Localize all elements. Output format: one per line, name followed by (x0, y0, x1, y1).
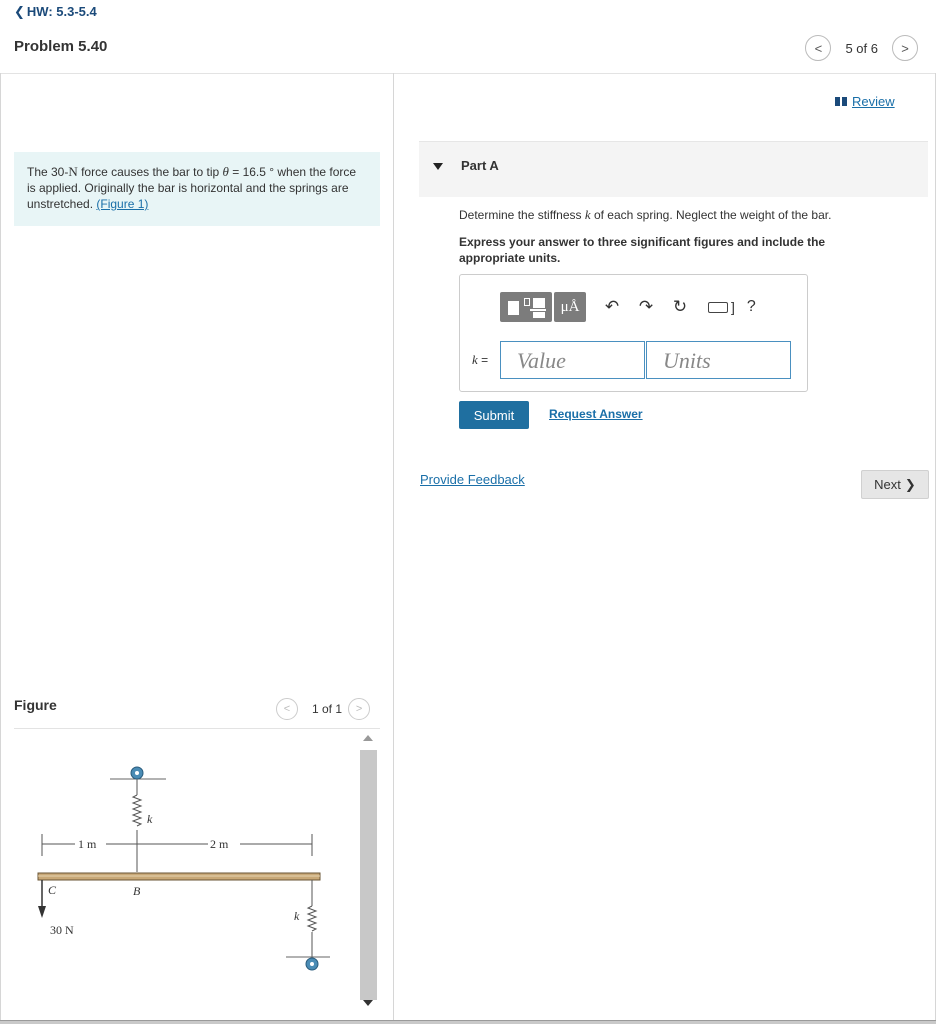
units-button[interactable]: μÅ (554, 292, 586, 322)
problem-text-1: The 30- (27, 165, 69, 179)
figure-link[interactable]: (Figure 1) (96, 197, 149, 211)
value-input[interactable]: Value (500, 341, 645, 379)
k-var: k (472, 352, 478, 367)
problem-unit-n: N (68, 164, 78, 179)
top-spring-label: k (147, 812, 153, 826)
k-equals-label (472, 352, 488, 368)
chevron-left-icon: < (814, 40, 823, 56)
problem-text-3: = 16.5 ° when the force is applied. Originally the bar is horizontal and the springs are unstretched. (27, 165, 357, 211)
problem-statement (14, 152, 380, 226)
dimension-2m: 2 m (210, 837, 229, 851)
force-label: 30 N (50, 923, 74, 937)
collapse-triangle-icon (433, 163, 443, 170)
theta-symbol: θ (222, 164, 229, 179)
figure-pager-text: 1 of 1 (312, 702, 343, 716)
request-answer-link[interactable]: Request Answer (549, 407, 643, 421)
templates-button[interactable] (500, 292, 552, 322)
review-label: Review (852, 94, 895, 109)
pane-divider (393, 73, 394, 1021)
dimension-1m: 1 m (78, 837, 97, 851)
scroll-down-arrow-icon[interactable] (363, 1000, 373, 1006)
reset-icon[interactable]: ↻ (672, 297, 688, 316)
problem-text-2: force causes the bar to tip (77, 165, 223, 179)
left-border (0, 73, 1, 1021)
figure-pager (276, 698, 370, 720)
chevron-right-icon: ❯ (904, 476, 916, 492)
answer-box (459, 274, 808, 392)
chevron-right-icon: > (355, 703, 363, 715)
point-c-label: C (48, 883, 57, 897)
right-spring (308, 880, 316, 958)
point-b-label: B (133, 884, 141, 898)
horizontal-scrollbar[interactable] (0, 1020, 936, 1024)
keyboard-icon (708, 302, 728, 313)
scroll-up-arrow-icon[interactable] (363, 735, 373, 741)
figure-scrollbar[interactable] (359, 732, 378, 1014)
figure-divider (14, 728, 380, 729)
problem-pager (805, 35, 918, 61)
chevron-left-icon: < (283, 703, 291, 715)
k-eq: = (477, 353, 489, 367)
problem-pager-text: 5 of 6 (845, 40, 878, 56)
answer-instruction: Express your answer to three significant figures and include the appropriate units. (459, 235, 826, 265)
next-figure-button[interactable] (348, 698, 370, 720)
question-text-2: of each spring. Neglect the weight of the bar. (590, 208, 832, 222)
header-divider (0, 73, 936, 74)
previous-figure-button[interactable] (276, 698, 298, 720)
question-var-k: k (584, 207, 591, 222)
part-a-label: Part A (461, 158, 499, 173)
question-text (459, 207, 831, 223)
math-toolbar (500, 292, 756, 322)
book-icon (835, 97, 847, 106)
next-button[interactable] (861, 470, 929, 499)
question-text-1: Determine the stiffness (459, 208, 585, 222)
review-link[interactable] (835, 94, 895, 109)
keyboard-shortcuts-button[interactable]: ] (708, 299, 735, 315)
problem-title: Problem 5.40 (14, 38, 108, 55)
units-input[interactable]: Units (646, 341, 791, 379)
next-problem-button[interactable] (892, 35, 918, 61)
undo-icon[interactable]: ↶ (604, 297, 620, 316)
figure-diagram (30, 760, 330, 980)
right-spring-label: k (294, 909, 300, 923)
previous-problem-button[interactable] (805, 35, 831, 61)
help-button[interactable]: ? (746, 298, 756, 315)
part-a-header[interactable] (419, 141, 928, 197)
redo-icon[interactable]: ↷ (638, 297, 654, 316)
submit-button[interactable]: Submit (459, 401, 529, 429)
next-label: Next (874, 477, 901, 492)
back-link-label: HW: 5.3-5.4 (26, 4, 97, 19)
force-arrow-head (38, 906, 46, 918)
top-spring (133, 779, 141, 872)
scroll-thumb[interactable] (360, 750, 377, 1000)
chevron-right-icon: > (901, 40, 909, 56)
chevron-left-icon: ❮ (14, 4, 25, 19)
back-to-assignment-link[interactable] (14, 4, 97, 20)
figure-heading: Figure (14, 697, 57, 713)
provide-feedback-link[interactable]: Provide Feedback (420, 472, 525, 487)
